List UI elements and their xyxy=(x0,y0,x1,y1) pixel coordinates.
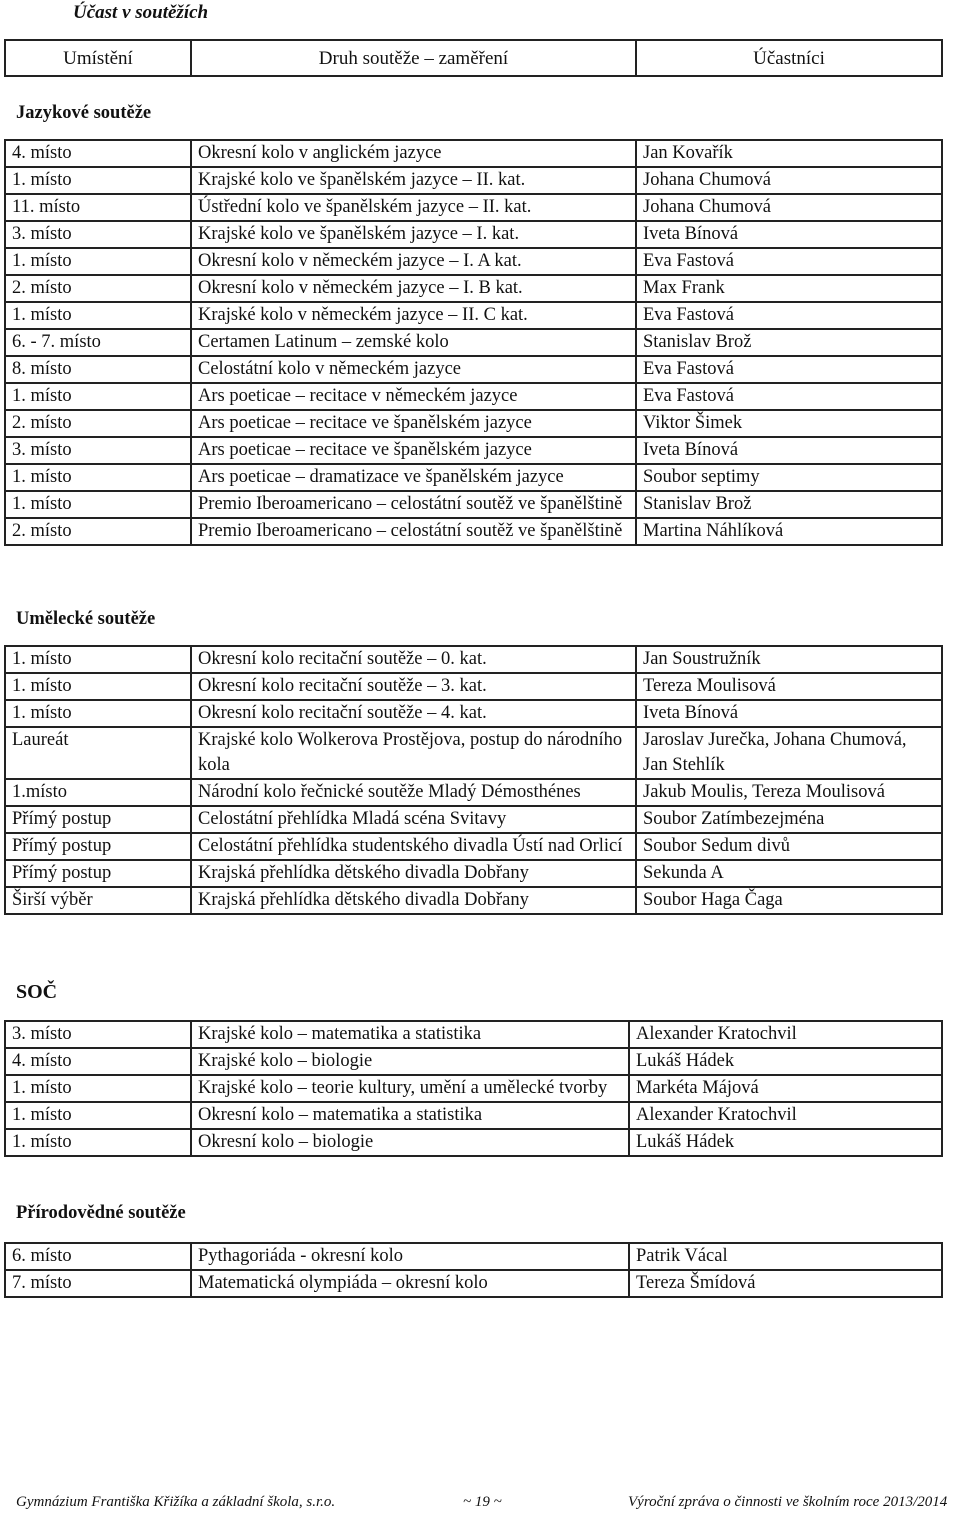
table-row xyxy=(5,221,942,248)
cell-placement: Přímý postup xyxy=(5,806,191,833)
cell-participants: Stanislav Brož xyxy=(636,329,942,356)
header-placement: Umístění xyxy=(5,40,191,76)
page-title: Účast v soutěžích xyxy=(73,2,209,23)
section-title: SOČ xyxy=(16,981,58,1003)
cell-competition: Celostátní přehlídka studentského divadla Ústí nad Orlicí xyxy=(191,833,636,860)
section-title: Přírodovědné soutěže xyxy=(16,1203,186,1223)
cell-competition: Ars poeticae – recitace ve španělském jazyce xyxy=(191,410,636,437)
footer-school: Gymnázium Františka Křižíka a základní škola, s.r.o. xyxy=(16,1494,336,1510)
table-row xyxy=(5,302,942,329)
cell-participants: Iveta Bínová xyxy=(636,437,942,464)
cell-participants: Iveta Bínová xyxy=(636,700,942,727)
table-row xyxy=(5,491,942,518)
cell-competition: Celostátní přehlídka Mladá scéna Svitavy xyxy=(191,806,636,833)
cell-competition: Celostátní kolo v německém jazyce xyxy=(191,356,636,383)
cell-placement: 2. místo xyxy=(5,275,191,302)
cell-placement: 7. místo xyxy=(5,1270,191,1297)
cell-placement: 1. místo xyxy=(5,700,191,727)
table-row xyxy=(5,1270,942,1297)
cell-placement: 1. místo xyxy=(5,1075,191,1102)
cell-competition: Okresní kolo – matematika a statistika xyxy=(191,1102,629,1129)
cell-competition: Premio Iberoamericano – celostátní soutěž ve španělštině xyxy=(191,518,636,545)
cell-participants: Patrik Vácal xyxy=(629,1243,942,1270)
cell-participants: Soubor Zatímbezejména xyxy=(636,806,942,833)
cell-participants: Soubor septimy xyxy=(636,464,942,491)
table-row xyxy=(5,1129,942,1156)
cell-competition: Matematická olympiáda – okresní kolo xyxy=(191,1270,629,1297)
cell-participants: Sekunda A xyxy=(636,860,942,887)
cell-competition: Krajské kolo – teorie kultury, umění a umělecké tvorby xyxy=(191,1075,629,1102)
cell-placement: 4. místo xyxy=(5,1048,191,1075)
cell-placement: 1. místo xyxy=(5,646,191,673)
table-row xyxy=(5,727,942,779)
table-row xyxy=(5,410,942,437)
cell-participants: Eva Fastová xyxy=(636,356,942,383)
cell-competition: Okresní kolo – biologie xyxy=(191,1129,629,1156)
table-row xyxy=(5,167,942,194)
header-table xyxy=(4,39,943,77)
cell-competition: Krajské kolo – matematika a statistika xyxy=(191,1021,629,1048)
table-row xyxy=(5,1048,942,1075)
section-title: Jazykové soutěže xyxy=(16,103,152,123)
cell-participants: Eva Fastová xyxy=(636,248,942,275)
table-row xyxy=(5,329,942,356)
cell-competition: Okresní kolo v německém jazyce – I. A kat. xyxy=(191,248,636,275)
cell-participants: Martina Náhlíková xyxy=(636,518,942,545)
cell-participants: Jan Soustružník xyxy=(636,646,942,673)
cell-competition: Ars poeticae – recitace v německém jazyce xyxy=(191,383,636,410)
cell-competition: Krajská přehlídka dětského divadla Dobřany xyxy=(191,860,636,887)
cell-competition: Krajské kolo – biologie xyxy=(191,1048,629,1075)
cell-participants: Lukáš Hádek xyxy=(629,1129,942,1156)
cell-participants: Alexander Kratochvil xyxy=(629,1102,942,1129)
table-row xyxy=(5,700,942,727)
cell-participants: Johana Chumová xyxy=(636,167,942,194)
cell-placement: 11. místo xyxy=(5,194,191,221)
table-row xyxy=(5,673,942,700)
cell-competition: Premio Iberoamericano – celostátní soutěž ve španělštině xyxy=(191,491,636,518)
cell-participants: Soubor Haga Čaga xyxy=(636,887,942,914)
cell-competition: Krajské kolo v německém jazyce – II. C kat. xyxy=(191,302,636,329)
cell-participants: Soubor Sedum divů xyxy=(636,833,942,860)
table-row xyxy=(5,1075,942,1102)
table-row xyxy=(5,1021,942,1048)
cell-competition: Krajské kolo Wolkerova Prostějova, postup do národního kola xyxy=(191,727,636,779)
table-row xyxy=(5,356,942,383)
cell-placement: 1. místo xyxy=(5,302,191,329)
table-row xyxy=(5,833,942,860)
cell-competition: Ars poeticae – recitace ve španělském jazyce xyxy=(191,437,636,464)
table-row xyxy=(5,646,942,673)
section-table xyxy=(4,1242,943,1298)
cell-participants: Johana Chumová xyxy=(636,194,942,221)
header-competition: Druh soutěže – zaměření xyxy=(191,40,636,76)
cell-placement: 1. místo xyxy=(5,491,191,518)
cell-participants: Jan Kovařík xyxy=(636,140,942,167)
cell-participants: Stanislav Brož xyxy=(636,491,942,518)
cell-placement: 1. místo xyxy=(5,464,191,491)
footer-report-title: Výroční zpráva o činnosti ve školním roce 2013/2014 xyxy=(628,1494,948,1510)
section-table xyxy=(4,1020,943,1157)
section-title: Umělecké soutěže xyxy=(16,609,156,629)
cell-placement: 1. místo xyxy=(5,1129,191,1156)
cell-participants: Iveta Bínová xyxy=(636,221,942,248)
cell-participants: Jaroslav Jurečka, Johana Chumová, Jan Stehlík xyxy=(636,727,942,779)
cell-placement: 6. místo xyxy=(5,1243,191,1270)
cell-participants: Markéta Májová xyxy=(629,1075,942,1102)
cell-competition: Okresní kolo recitační soutěže – 0. kat. xyxy=(191,646,636,673)
cell-participants: Tereza Šmídová xyxy=(629,1270,942,1297)
cell-placement: 3. místo xyxy=(5,437,191,464)
table-row xyxy=(5,248,942,275)
header-participants: Účastníci xyxy=(636,40,942,76)
table-row xyxy=(5,806,942,833)
cell-participants: Alexander Kratochvil xyxy=(629,1021,942,1048)
cell-placement: 1. místo xyxy=(5,673,191,700)
table-row xyxy=(5,194,942,221)
table-row xyxy=(5,518,942,545)
cell-placement: 1. místo xyxy=(5,1102,191,1129)
cell-competition: Krajské kolo ve španělském jazyce – I. kat. xyxy=(191,221,636,248)
table-row xyxy=(5,383,942,410)
cell-placement: Přímý postup xyxy=(5,860,191,887)
cell-placement: 6. - 7. místo xyxy=(5,329,191,356)
cell-competition: Ars poeticae – dramatizace ve španělském jazyce xyxy=(191,464,636,491)
footer-page-number: ~ 19 ~ xyxy=(463,1494,502,1510)
cell-placement: Laureát xyxy=(5,727,191,779)
cell-placement: Širší výběr xyxy=(5,887,191,914)
cell-competition: Certamen Latinum – zemské kolo xyxy=(191,329,636,356)
cell-placement: 1.místo xyxy=(5,779,191,806)
cell-competition: Národní kolo řečnické soutěže Mladý Démosthénes xyxy=(191,779,636,806)
cell-placement: 1. místo xyxy=(5,167,191,194)
cell-placement: 1. místo xyxy=(5,383,191,410)
cell-placement: 4. místo xyxy=(5,140,191,167)
cell-participants: Max Frank xyxy=(636,275,942,302)
cell-placement: 2. místo xyxy=(5,518,191,545)
cell-competition: Ústřední kolo ve španělském jazyce – II. kat. xyxy=(191,194,636,221)
table-row xyxy=(5,275,942,302)
cell-participants: Viktor Šimek xyxy=(636,410,942,437)
cell-placement: 3. místo xyxy=(5,1021,191,1048)
table-row xyxy=(5,887,942,914)
cell-competition: Okresní kolo v anglickém jazyce xyxy=(191,140,636,167)
section-table xyxy=(4,139,943,546)
cell-placement: 1. místo xyxy=(5,248,191,275)
cell-competition: Pythagoriáda - okresní kolo xyxy=(191,1243,629,1270)
cell-competition: Okresní kolo recitační soutěže – 4. kat. xyxy=(191,700,636,727)
cell-competition: Okresní kolo v německém jazyce – I. B kat. xyxy=(191,275,636,302)
cell-participants: Lukáš Hádek xyxy=(629,1048,942,1075)
table-row xyxy=(5,140,942,167)
section-table xyxy=(4,645,943,915)
table-row xyxy=(5,1102,942,1129)
cell-participants: Jakub Moulis, Tereza Moulisová xyxy=(636,779,942,806)
table-row xyxy=(5,1243,942,1270)
table-row xyxy=(5,779,942,806)
cell-competition: Krajské kolo ve španělském jazyce – II. kat. xyxy=(191,167,636,194)
table-row xyxy=(5,860,942,887)
cell-placement: 8. místo xyxy=(5,356,191,383)
cell-competition: Okresní kolo recitační soutěže – 3. kat. xyxy=(191,673,636,700)
cell-participants: Eva Fastová xyxy=(636,302,942,329)
table-row xyxy=(5,437,942,464)
table-row xyxy=(5,464,942,491)
cell-competition: Krajská přehlídka dětského divadla Dobřany xyxy=(191,887,636,914)
cell-placement: 2. místo xyxy=(5,410,191,437)
cell-participants: Eva Fastová xyxy=(636,383,942,410)
cell-participants: Tereza Moulisová xyxy=(636,673,942,700)
cell-placement: 3. místo xyxy=(5,221,191,248)
cell-placement: Přímý postup xyxy=(5,833,191,860)
